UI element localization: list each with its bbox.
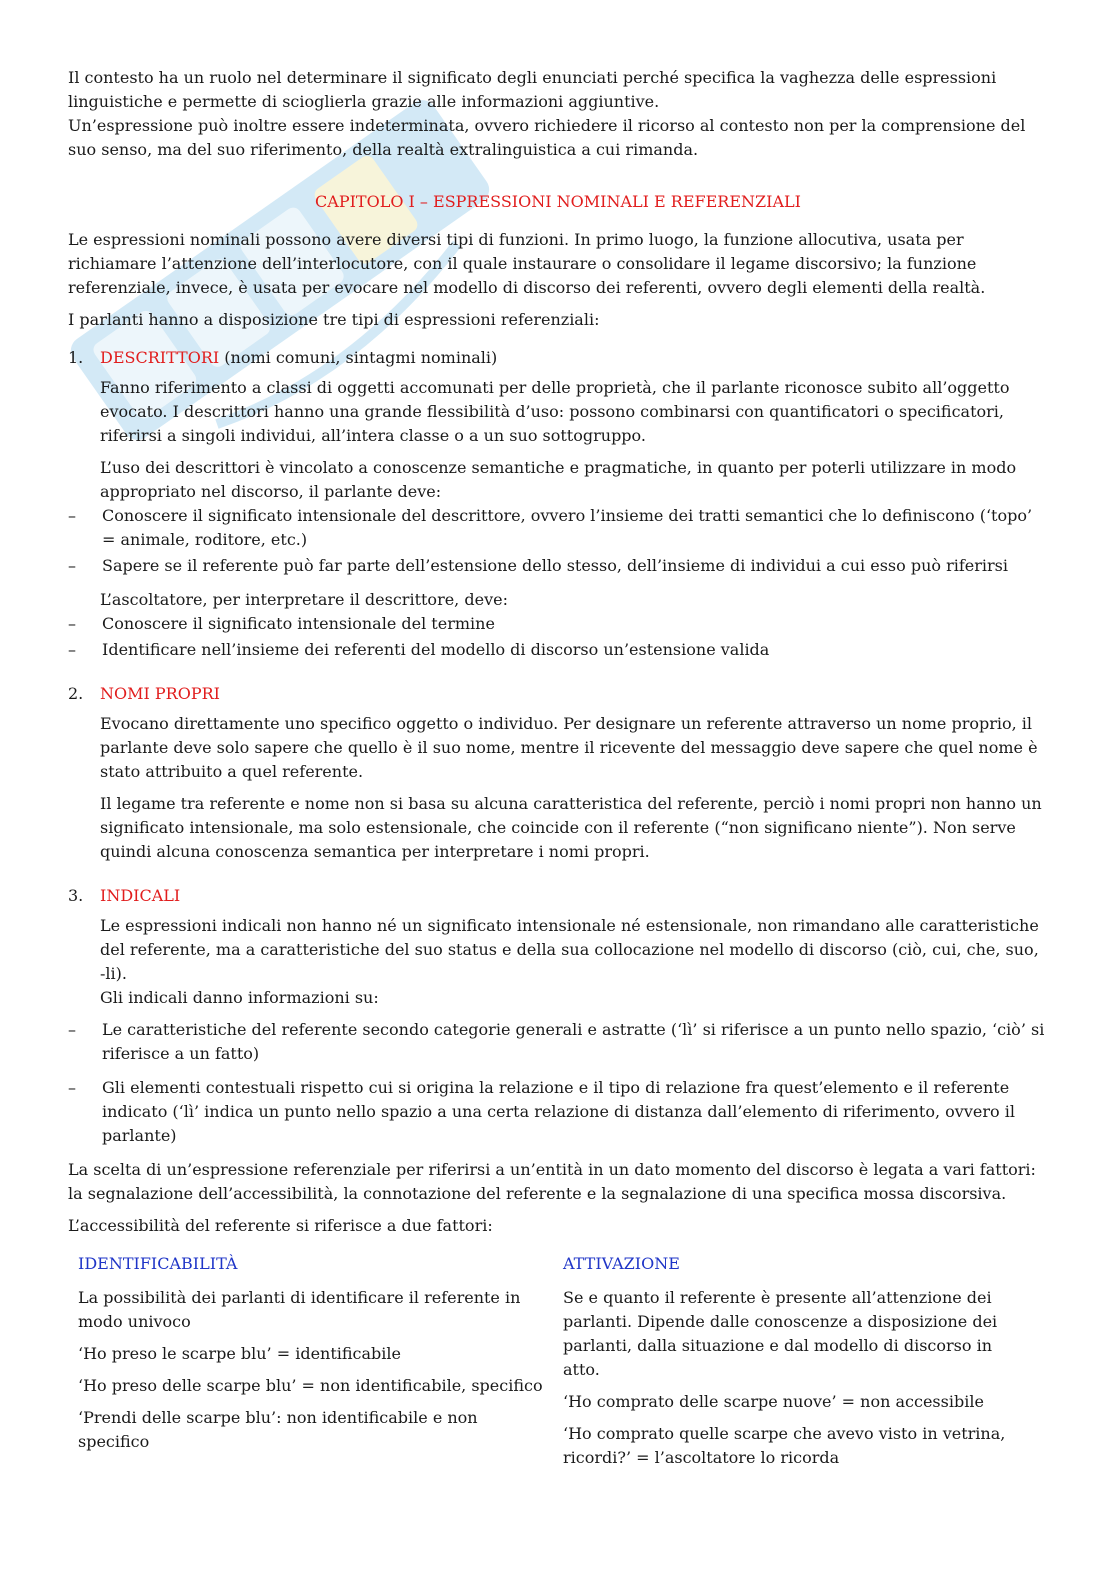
dash-bullet: –	[68, 506, 76, 525]
column-title: ATTIVAZIONE	[563, 1254, 680, 1273]
accessibility-columns	[78, 1252, 1048, 1478]
section-number: 3.	[68, 886, 84, 905]
column-title: IDENTIFICABILITÀ	[78, 1254, 238, 1273]
section-title: DESCRITTORI	[100, 348, 220, 367]
intro-paragraph-2: Un’espressione può inoltre essere indeterminata, ovvero richiedere il ricorso al contesto non per la comprensione del suo senso, ma del suo riferimento, della realtà extralinguistica a cui rimanda.	[68, 116, 1026, 159]
section-nomi-propri-body	[100, 712, 1048, 864]
column-text: La possibilità dei parlanti di identificare il referente in modo univoco	[78, 1288, 521, 1331]
column-text: ‘Ho preso delle scarpe blu’ = non identificabile, specifico	[78, 1376, 543, 1395]
paragraph: Gli indicali danno informazioni su:	[100, 988, 379, 1007]
intro-paragraph-1: Il contesto ha un ruolo nel determinare il significato degli enunciati perché specifica la vaghezza delle espressioni linguistiche e permette di scioglierla grazie alle informazioni aggiuntive.	[68, 68, 997, 111]
speaker-requirements-list	[68, 504, 1048, 578]
section-number: 2.	[68, 684, 84, 703]
paragraph: Le espressioni indicali non hanno né un significato intensionale né estensionale, non rimandano alle caratteristiche del referente, ma a caratteristiche del suo status e della sua collocazione nel modello di discorso (ciò, cui, che, suo, -li).	[100, 916, 1039, 983]
dash-bullet: –	[68, 1020, 76, 1039]
list-item: – Sapere se il referente può far parte dell’estensione dello stesso, dell’insieme di individui a cui esso può riferirsi	[68, 554, 1048, 578]
list-item: – Conoscere il significato intensionale del termine	[68, 612, 1048, 636]
section-nomi-propri-heading	[68, 682, 1048, 706]
column-text: ‘Ho comprato quelle scarpe che avevo visto in vetrina, ricordi?’ = l’ascoltatore lo ricorda	[563, 1424, 1006, 1467]
column-text: ‘Prendi delle scarpe blu’: non identificabile e non specifico	[78, 1408, 478, 1451]
paragraph-functions: Le espressioni nominali possono avere diversi tipi di funzioni. In primo luogo, la funzione allocutiva, usata per richiamare l’attenzione dell’interlocutore, con il quale instaurare o consolidare il legame discorsivo; la funzione referenziale, invece, è usata per evocare nel modello di discorso dei referenti, ovvero degli elementi della realtà.	[68, 230, 986, 297]
list-item: – Gli elementi contestuali rispetto cui si origina la relazione e il tipo di relazione fra quest’elemento e il referente indicato (‘lì’ indica un punto nello spazio a una certa relazione di distanza dall’elemento di riferimento, ovvero il parlante)	[68, 1076, 1048, 1148]
section-descrittori-body	[100, 376, 1048, 504]
section-indicali-heading	[68, 884, 1048, 908]
section-descrittori-listener	[100, 588, 1048, 612]
section-number: 1.	[68, 348, 84, 367]
section-title: INDICALI	[100, 886, 181, 905]
dash-bullet: –	[68, 1078, 76, 1097]
dash-bullet: –	[68, 640, 76, 659]
list-item: – Le caratteristiche del referente secondo categorie generali e astratte (‘lì’ si riferisce a un punto nello spazio, ‘ciò’ si riferisce a un fatto)	[68, 1018, 1048, 1066]
paragraph-accessibility: L’accessibilità del referente si riferisce a due fattori:	[68, 1216, 493, 1235]
section-title-note: (nomi comuni, sintagmi nominali)	[219, 348, 498, 367]
chapter-title: CAPITOLO I – ESPRESSIONI NOMINALI E REFERENZIALI	[315, 192, 801, 211]
paragraph: Il legame tra referente e nome non si basa su alcuna caratteristica del referente, perciò i nomi propri non hanno un significato intensionale, ma solo estensionale, che coincide con il referente (“non significano niente”). Non serve quindi alcuna conoscenza semantica per interpretare i nomi propri.	[100, 794, 1042, 861]
paragraph-choice: La scelta di un’espressione referenziale per riferirsi a un’entità in un dato momento del discorso è legata a vari fattori: la segnalazione dell’accessibilità, la connotazione del referente e la segnalazione di una specifica mossa discorsiva.	[68, 1160, 1036, 1203]
column-identificabilita	[78, 1252, 543, 1478]
paragraph: L’ascoltatore, per interpretare il descrittore, deve:	[100, 590, 508, 609]
paragraph: Evocano direttamente uno specifico oggetto o individuo. Per designare un referente attraverso un nome proprio, il parlante deve solo sapere che quello è il suo nome, mentre il ricevente del messaggio deve sapere che quel nome è stato attribuito a quel referente.	[100, 714, 1038, 781]
listener-requirements-list	[68, 612, 1048, 662]
paragraph-types-intro: I parlanti hanno a disposizione tre tipi di espressioni referenziali:	[68, 310, 600, 329]
indicali-info-list	[68, 1018, 1048, 1148]
section-descrittori-heading	[68, 346, 1048, 370]
list-item: – Identificare nell’insieme dei referenti del modello di discorso un’estensione valida	[68, 638, 1048, 662]
paragraph: Fanno riferimento a classi di oggetti accomunati per delle proprietà, che il parlante riconosce subito all’oggetto evocato. I descrittori hanno una grande flessibilità d’uso: possono combinarsi con quantificatori o specificatori, riferirsi a singoli individui, all’intera classe o a un suo sottogruppo.	[100, 378, 1010, 445]
column-text: ‘Ho comprato delle scarpe nuove’ = non accessibile	[563, 1392, 984, 1411]
document-body	[68, 66, 1048, 1478]
dash-bullet: –	[68, 614, 76, 633]
section-title: NOMI PROPRI	[100, 684, 220, 703]
section-indicali-body	[100, 914, 1048, 1010]
list-item: – Conoscere il significato intensionale del descrittore, ovvero l’insieme dei tratti semantici che lo definiscono (‘topo’ = animale, roditore, etc.)	[68, 504, 1048, 552]
column-text: ‘Ho preso le scarpe blu’ = identificabile	[78, 1344, 401, 1363]
column-text: Se e quanto il referente è presente all’attenzione dei parlanti. Dipende dalle conoscenze a disposizione dei parlanti, dalla situazione e dal modello di discorso in atto.	[563, 1288, 998, 1379]
paragraph: L’uso dei descrittori è vincolato a conoscenze semantiche e pragmatiche, in quanto per poterli utilizzare in modo appropriato nel discorso, il parlante deve:	[100, 458, 1017, 501]
column-attivazione	[563, 1252, 1028, 1478]
dash-bullet: –	[68, 556, 76, 575]
